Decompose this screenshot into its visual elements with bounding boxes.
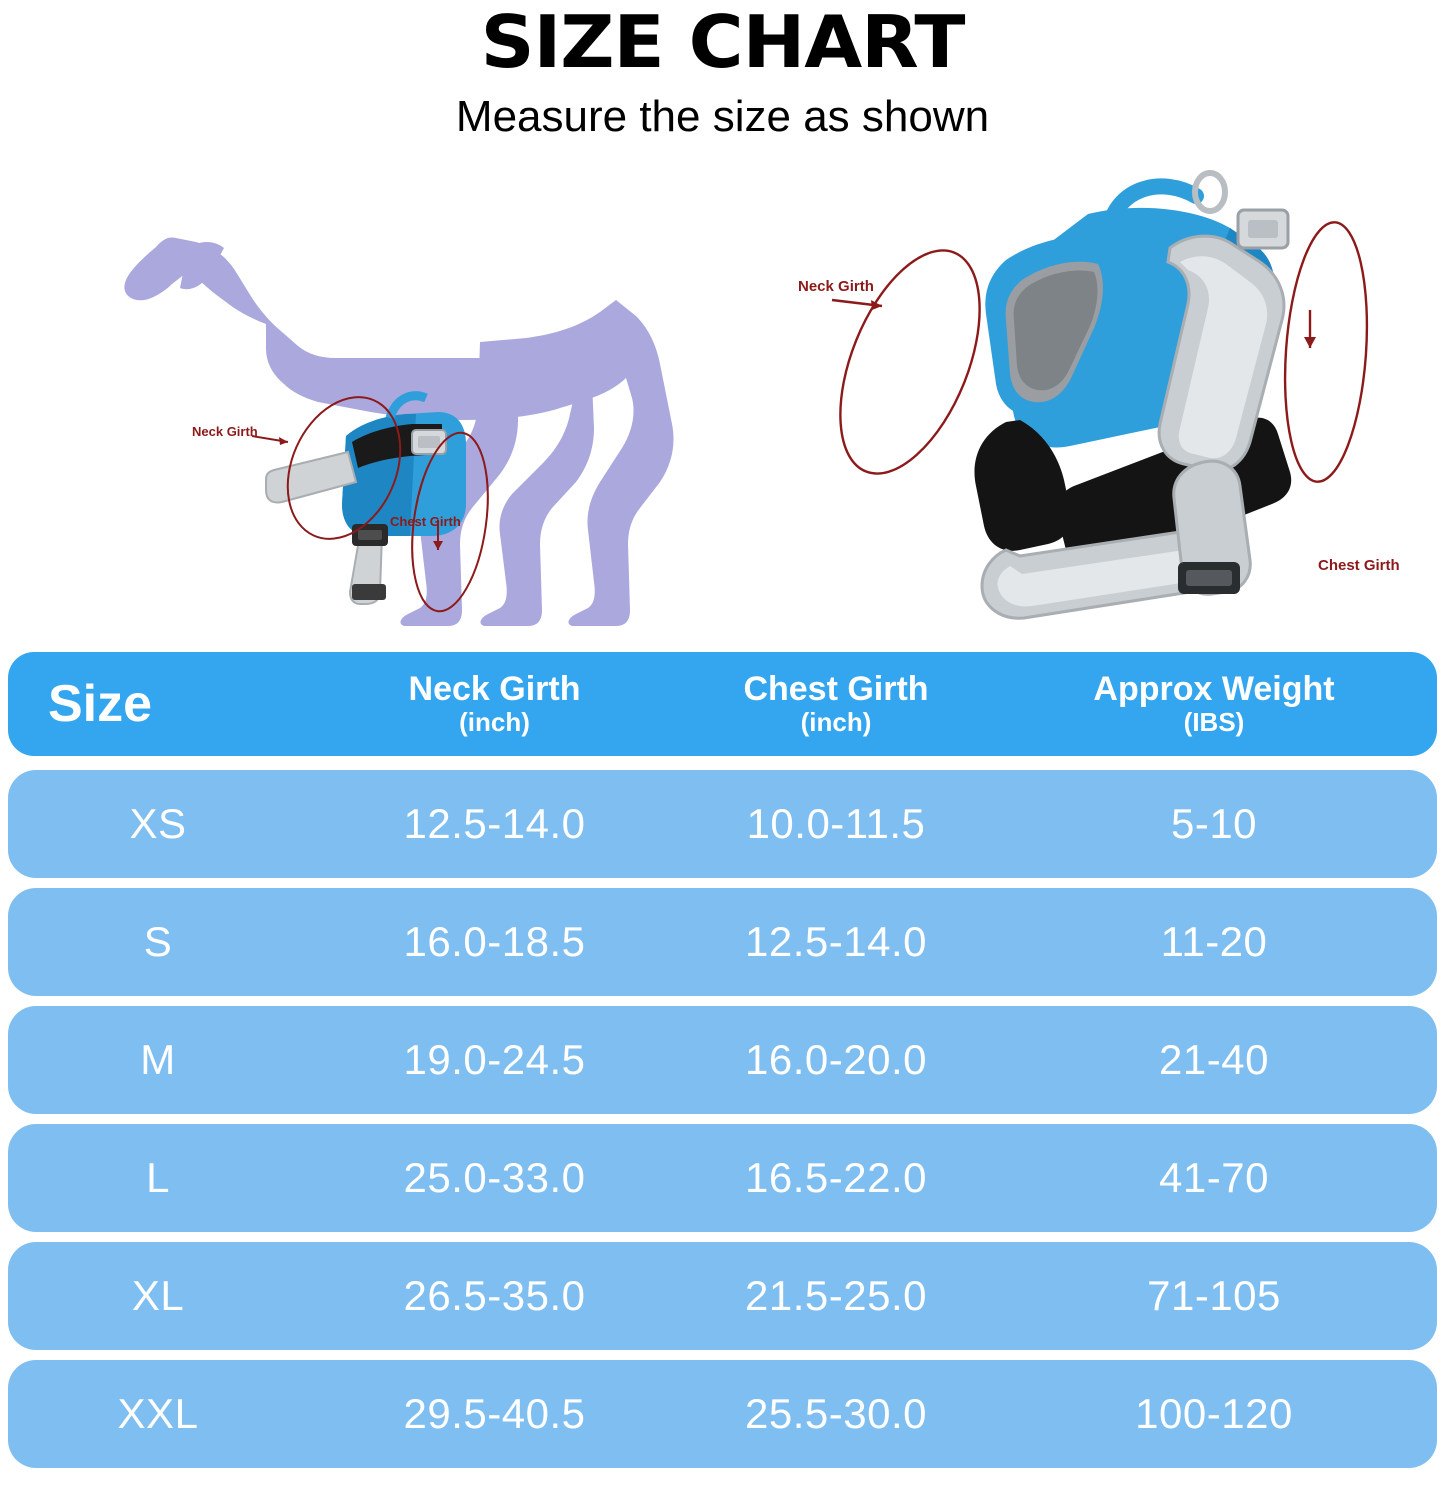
header-cell-chest-unit: (inch) xyxy=(800,707,872,738)
left-neck-girth-label: Neck Girth xyxy=(192,424,258,439)
cell-weight: 41-70 xyxy=(1159,1154,1269,1201)
table-row xyxy=(8,1124,1437,1232)
page-subtitle: Measure the size as shown xyxy=(455,92,990,141)
header-cell-weight-main: Approx Weight xyxy=(1093,670,1335,709)
header-cell-weight-unit: (IBS) xyxy=(1183,707,1245,738)
cell-size: XL xyxy=(131,1272,185,1319)
table-row xyxy=(8,888,1437,996)
cell-neck: 25.0-33.0 xyxy=(403,1154,586,1201)
table-row xyxy=(8,1242,1437,1350)
cell-size: L xyxy=(146,1154,170,1201)
cell-neck: 16.0-18.5 xyxy=(403,918,586,965)
cell-weight: 21-40 xyxy=(1159,1036,1269,1083)
header-cell-chest xyxy=(681,670,991,738)
cell-weight: 5-10 xyxy=(1170,800,1258,847)
cell-weight: 100-120 xyxy=(1135,1390,1293,1437)
header-cell-neck-main: Neck Girth xyxy=(408,670,581,709)
cell-size: M xyxy=(140,1036,176,1083)
header-cell-neck xyxy=(308,670,681,738)
cell-size: XXL xyxy=(117,1390,199,1437)
cell-neck: 19.0-24.5 xyxy=(403,1036,586,1083)
header-cell-size: Size xyxy=(48,675,153,733)
cell-chest: 10.0-11.5 xyxy=(746,800,926,847)
harness-product-icon xyxy=(770,162,1410,622)
header xyxy=(0,0,1445,142)
table-header-row xyxy=(8,652,1437,756)
dog-silhouette-illustration xyxy=(60,152,680,632)
table-row xyxy=(8,1360,1437,1468)
cell-size: S xyxy=(143,918,173,965)
dog-silhouette-icon xyxy=(60,152,680,632)
cell-neck: 29.5-40.5 xyxy=(403,1390,586,1437)
cell-chest: 16.5-22.0 xyxy=(745,1154,927,1201)
cell-chest: 16.0-20.0 xyxy=(745,1036,927,1083)
illustration-area xyxy=(0,152,1445,652)
cell-chest: 12.5-14.0 xyxy=(745,918,927,965)
cell-size: XS xyxy=(129,800,187,847)
cell-weight: 71-105 xyxy=(1147,1272,1281,1319)
left-chest-girth-label: Chest Girth xyxy=(390,514,461,529)
header-cell-chest-main: Chest Girth xyxy=(743,670,929,709)
cell-chest: 21.5-25.0 xyxy=(745,1272,927,1319)
right-neck-girth-label: Neck Girth xyxy=(798,278,874,295)
table-row xyxy=(8,1006,1437,1114)
harness-product-illustration xyxy=(770,162,1410,622)
table-row xyxy=(8,770,1437,878)
header-cell-neck-unit: (inch) xyxy=(459,707,530,738)
page-title: SIZE CHART xyxy=(480,0,965,84)
header-cell-weight xyxy=(991,670,1437,738)
size-table xyxy=(8,652,1437,1478)
cell-weight: 11-20 xyxy=(1160,918,1268,965)
right-chest-girth-label: Chest Girth xyxy=(1318,557,1400,574)
cell-neck: 12.5-14.0 xyxy=(403,800,586,847)
cell-chest: 25.5-30.0 xyxy=(745,1390,927,1437)
cell-neck: 26.5-35.0 xyxy=(403,1272,586,1319)
